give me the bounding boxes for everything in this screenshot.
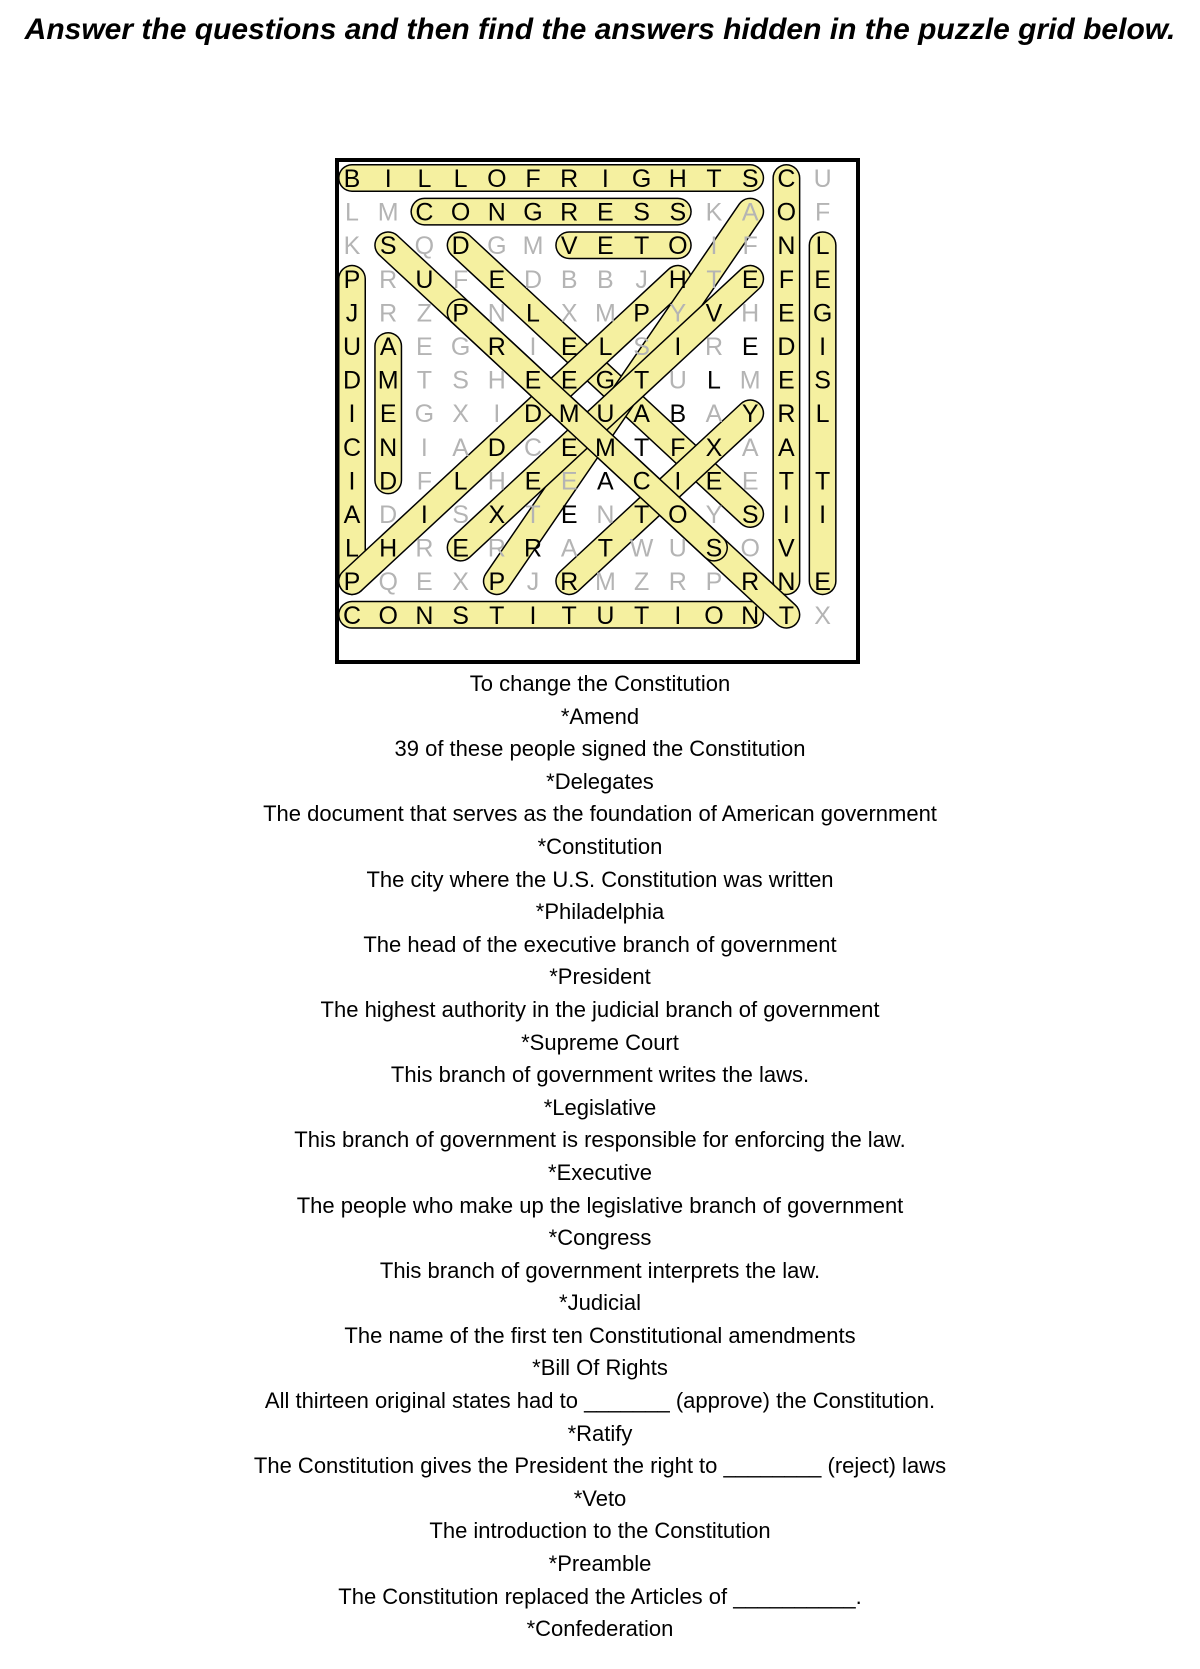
answer-line: *Confederation [526, 1616, 674, 1642]
grid-letter: D [379, 467, 398, 496]
questions-and-answers [0, 668, 1200, 1646]
puzzle-grid-svg [339, 162, 856, 660]
grid-letter: T [489, 601, 505, 630]
question-line: The Constitution gives the President the right to ________ (reject) laws [253, 1453, 947, 1479]
grid-letter: L [815, 232, 830, 261]
grid-letter: I [674, 467, 682, 496]
grid-letter: I [420, 501, 428, 529]
grid-letter: Y [705, 501, 723, 529]
question-line: The Constitution replaced the Articles of __________. [338, 1583, 862, 1609]
answer-line: *Ratify [567, 1420, 633, 1446]
grid-letter: S [669, 198, 687, 227]
grid-letter: J [345, 299, 359, 328]
grid-letter: X [705, 433, 723, 462]
grid-letter: R [560, 165, 579, 193]
grid-letter: Z [633, 568, 650, 597]
grid-letter: C [632, 467, 651, 496]
worksheet-title: Answer the questions and then find the answers hidden in the puzzle grid below. [24, 13, 1176, 46]
grid-letter: A [343, 501, 361, 529]
grid-letter: L [707, 366, 721, 395]
grid-letter: N [487, 198, 506, 227]
grid-letter: I [348, 400, 356, 429]
grid-letter: H [741, 299, 760, 328]
grid-letter: D [342, 366, 362, 395]
grid-letter: R [741, 568, 760, 597]
grid-letter: T [633, 366, 650, 395]
grid-letter: Y [741, 400, 759, 429]
grid-letter: I [782, 501, 790, 529]
grid-letter: L [526, 299, 540, 328]
grid-letter: S [705, 534, 723, 563]
grid-letter: Q [414, 232, 435, 261]
grid-letter: I [493, 400, 501, 429]
grid-letter: F [742, 232, 758, 261]
grid-letter: F [452, 265, 469, 294]
grid-letter: G [414, 400, 435, 429]
question-line: To change the Constitution [469, 671, 731, 696]
grid-letter: H [668, 165, 687, 193]
grid-letter: T [561, 601, 577, 630]
grid-letter: O [378, 601, 398, 630]
grid-letter: T [525, 501, 541, 529]
answer-line: *Philadelphia [535, 899, 665, 925]
grid-letter: S [633, 198, 650, 227]
grid-letter: X [560, 299, 578, 328]
answer-line: *Supreme Court [521, 1029, 679, 1055]
grid-letter: N [777, 568, 796, 597]
grid-letter: L [345, 534, 359, 563]
grid-letter: M [522, 232, 544, 261]
answer-line: *Executive [548, 1159, 652, 1185]
grid-letter: M [739, 366, 761, 395]
grid-letter: D [451, 232, 470, 261]
grid-letter: I [674, 601, 682, 630]
grid-letter: R [560, 198, 579, 227]
answer-line: *Congress [548, 1225, 652, 1251]
grid-letter: F [814, 198, 831, 227]
grid-letter: D [523, 265, 543, 294]
grid-letter: M [594, 568, 616, 597]
grid-letter: D [523, 400, 543, 429]
grid-letter: R [415, 534, 434, 563]
grid-letter: N [487, 299, 506, 328]
grid-letter: M [594, 299, 616, 328]
grid-letter: E [560, 433, 578, 462]
grid-letter: N [777, 232, 796, 261]
grid-letter: L [345, 198, 359, 227]
grid-letter: T [633, 601, 650, 630]
grid-letter: F [525, 165, 541, 193]
grid-letter: I [674, 333, 682, 361]
grid-letter: E [452, 534, 469, 563]
grid-letter: B [560, 265, 578, 294]
grid-letter: U [596, 400, 615, 429]
grid-letter: O [668, 501, 688, 529]
grid-letter: A [741, 433, 759, 462]
grid-letter: N [415, 601, 434, 630]
grid-letter: S [452, 601, 469, 630]
grid-letter: P [705, 568, 723, 597]
grid-letter: T [416, 366, 433, 395]
grid-letter: T [706, 165, 722, 193]
grid-letter: G [450, 333, 471, 361]
grid-letter: N [596, 501, 615, 529]
grid-letter: E [741, 467, 759, 496]
grid-letter: O [450, 198, 471, 227]
grid-letter: E [416, 333, 433, 361]
question-line: All thirteen original states had to _______ (approve) the Constitution. [264, 1388, 936, 1414]
grid-letter: S [741, 501, 759, 529]
grid-letter: E [741, 333, 759, 361]
grid-letter: G [487, 232, 507, 261]
grid-letter: U [342, 333, 362, 361]
grid-letter: E [524, 467, 542, 496]
grid-letter: H [487, 467, 506, 496]
answer-line: *President [549, 964, 651, 990]
grid-letter: E [741, 265, 759, 294]
grid-letter: B [343, 165, 361, 193]
answer-line: *Preamble [548, 1551, 652, 1577]
grid-letter: I [529, 333, 537, 361]
grid-letter: H [668, 265, 687, 294]
grid-letter: L [453, 165, 468, 193]
grid-letter: E [814, 265, 831, 294]
grid-letter: G [595, 366, 616, 395]
grid-letter: L [453, 467, 468, 496]
grid-letter: Z [416, 299, 433, 328]
grid-letter: F [670, 433, 686, 462]
grid-letter: E [524, 366, 542, 395]
question-line: The name of the first ten Constitutional amendments [344, 1322, 856, 1348]
grid-letter: C [342, 433, 362, 462]
grid-letter: V [560, 232, 578, 261]
grid-letter: T [778, 467, 795, 496]
grid-letter: E [597, 198, 614, 227]
question-line: This branch of government interprets the law. [379, 1257, 821, 1283]
grid-letter: C [415, 198, 434, 227]
grid-letter: J [635, 265, 648, 294]
grid-letter: N [741, 601, 760, 630]
grid-letter: R [777, 400, 796, 429]
grid-letter: S [633, 333, 650, 361]
grid-letter: T [778, 601, 795, 630]
grid-letter: I [710, 232, 718, 261]
grid-letter: P [633, 299, 650, 328]
grid-letter: T [633, 232, 650, 261]
grid-letter: R [487, 534, 506, 563]
grid-letter: X [452, 400, 469, 429]
grid-letter: E [705, 467, 723, 496]
answer-line: *Amend [560, 703, 640, 729]
question-line: This branch of government writes the laws. [390, 1062, 810, 1088]
grid-letter: P [488, 568, 506, 597]
grid-letter: X [488, 501, 506, 529]
grid-letter: O [487, 165, 507, 193]
grid-letter: T [814, 467, 831, 496]
grid-letter: A [633, 400, 650, 429]
grid-letter: L [815, 400, 830, 429]
question-line: The highest authority in the judicial branch of government [320, 996, 880, 1022]
grid-letter: R [668, 568, 687, 597]
grid-letter: V [778, 534, 795, 563]
grid-letter: G [523, 198, 543, 227]
grid-letter: J [526, 568, 540, 597]
question-line: The head of the executive branch of government [363, 931, 837, 957]
grid-letter: T [706, 265, 722, 294]
grid-letter: O [740, 534, 760, 563]
grid-letter: U [813, 165, 832, 193]
question-line: The people who make up the legislative branch of government [296, 1192, 904, 1218]
grid-letter: T [633, 501, 650, 529]
grid-letter: R [487, 333, 506, 361]
answer-line: *Judicial [559, 1290, 641, 1316]
grid-letter: M [377, 366, 399, 395]
grid-letter: R [704, 333, 724, 361]
grid-letter: I [819, 333, 827, 361]
grid-letter: U [668, 366, 687, 395]
grid-letter: U [596, 601, 615, 630]
grid-letter: S [741, 165, 759, 193]
grid-letter: W [629, 534, 654, 563]
grid-letter: G [812, 299, 833, 328]
grid-letter: S [379, 232, 397, 261]
question-line: The introduction to the Constitution [429, 1518, 771, 1544]
grid-letter: K [705, 198, 723, 227]
grid-letter: E [560, 501, 578, 529]
grid-letter: U [668, 534, 687, 563]
grid-letter: A [705, 400, 723, 429]
answer-line: *Legislative [543, 1094, 657, 1120]
grid-letter: H [379, 534, 398, 563]
grid-letter: D [777, 333, 796, 361]
grid-letter: V [705, 299, 723, 328]
grid-letter: E [560, 467, 578, 496]
question-line: 39 of these people signed the Constitution [394, 736, 806, 762]
grid-letter: B [669, 400, 687, 429]
grid-letter: K [343, 232, 361, 261]
grid-letter: F [416, 467, 433, 496]
grid-letter: A [560, 534, 578, 563]
grid-letter: Q [378, 568, 398, 597]
grid-letter: P [452, 299, 469, 328]
grid-letter: M [377, 198, 399, 227]
grid-letter: C [342, 601, 362, 630]
grid-letter: N [379, 433, 398, 462]
grid-letter: O [668, 232, 688, 261]
grid-letter: Y [669, 299, 687, 328]
grid-letter: R [379, 265, 398, 294]
grid-letter: H [487, 366, 506, 395]
grid-letter: S [452, 366, 469, 395]
grid-letter: S [452, 501, 469, 529]
grid-letter: P [343, 568, 361, 597]
grid-letter: R [379, 299, 398, 328]
grid-letter: I [384, 165, 392, 193]
grid-letter: D [487, 433, 506, 462]
grid-letter: M [594, 433, 616, 462]
grid-letter: T [597, 534, 614, 563]
grid-letter: G [631, 165, 652, 193]
grid-letter: A [778, 433, 795, 462]
grid-letter: C [777, 165, 796, 193]
grid-letter: A [597, 467, 614, 496]
grid-letter: L [598, 333, 613, 361]
grid-letter: O [704, 601, 724, 630]
grid-letter: A [452, 433, 469, 462]
word-search-grid [335, 158, 860, 664]
grid-letter: R [523, 534, 543, 563]
grid-letter: I [819, 501, 827, 529]
answer-line: *Constitution [537, 833, 663, 859]
grid-letter: E [416, 568, 433, 597]
grid-letter: A [379, 333, 397, 361]
grid-letter: E [560, 333, 578, 361]
grid-letter: E [379, 400, 397, 429]
grid-letter: C [523, 433, 543, 462]
grid-letter: R [560, 568, 579, 597]
grid-letter: D [379, 501, 398, 529]
grid-letter: X [814, 601, 831, 630]
grid-letter: F [778, 265, 795, 294]
question-line: The city where the U.S. Constitution was written [366, 866, 834, 892]
grid-letter: U [415, 265, 434, 294]
grid-letter: E [814, 568, 831, 597]
grid-letter: I [529, 601, 537, 630]
grid-letter: M [558, 400, 580, 429]
question-line: The document that serves as the foundation of American government [263, 801, 937, 827]
grid-letter: E [597, 232, 614, 261]
grid-letter: L [417, 165, 432, 193]
grid-letter: A [741, 198, 759, 227]
grid-letter: E [778, 299, 795, 328]
grid-letter: X [452, 568, 469, 597]
grid-letter: E [560, 366, 578, 395]
grid-letter: E [778, 366, 795, 395]
grid-letter: T [633, 433, 650, 462]
answer-line: *Delegates [546, 768, 654, 794]
grid-letter: I [420, 433, 428, 462]
grid-letter: O [776, 198, 797, 227]
answer-line: *Bill Of Rights [532, 1355, 668, 1381]
question-line: This branch of government is responsible for enforcing the law. [294, 1127, 906, 1153]
grid-letter: S [814, 366, 831, 395]
answer-line: *Veto [573, 1485, 627, 1511]
grid-letter: P [343, 265, 361, 294]
grid-letter: I [601, 165, 609, 193]
grid-letter: E [488, 265, 506, 294]
grid-letter: B [597, 265, 614, 294]
grid-letter: I [348, 467, 356, 496]
